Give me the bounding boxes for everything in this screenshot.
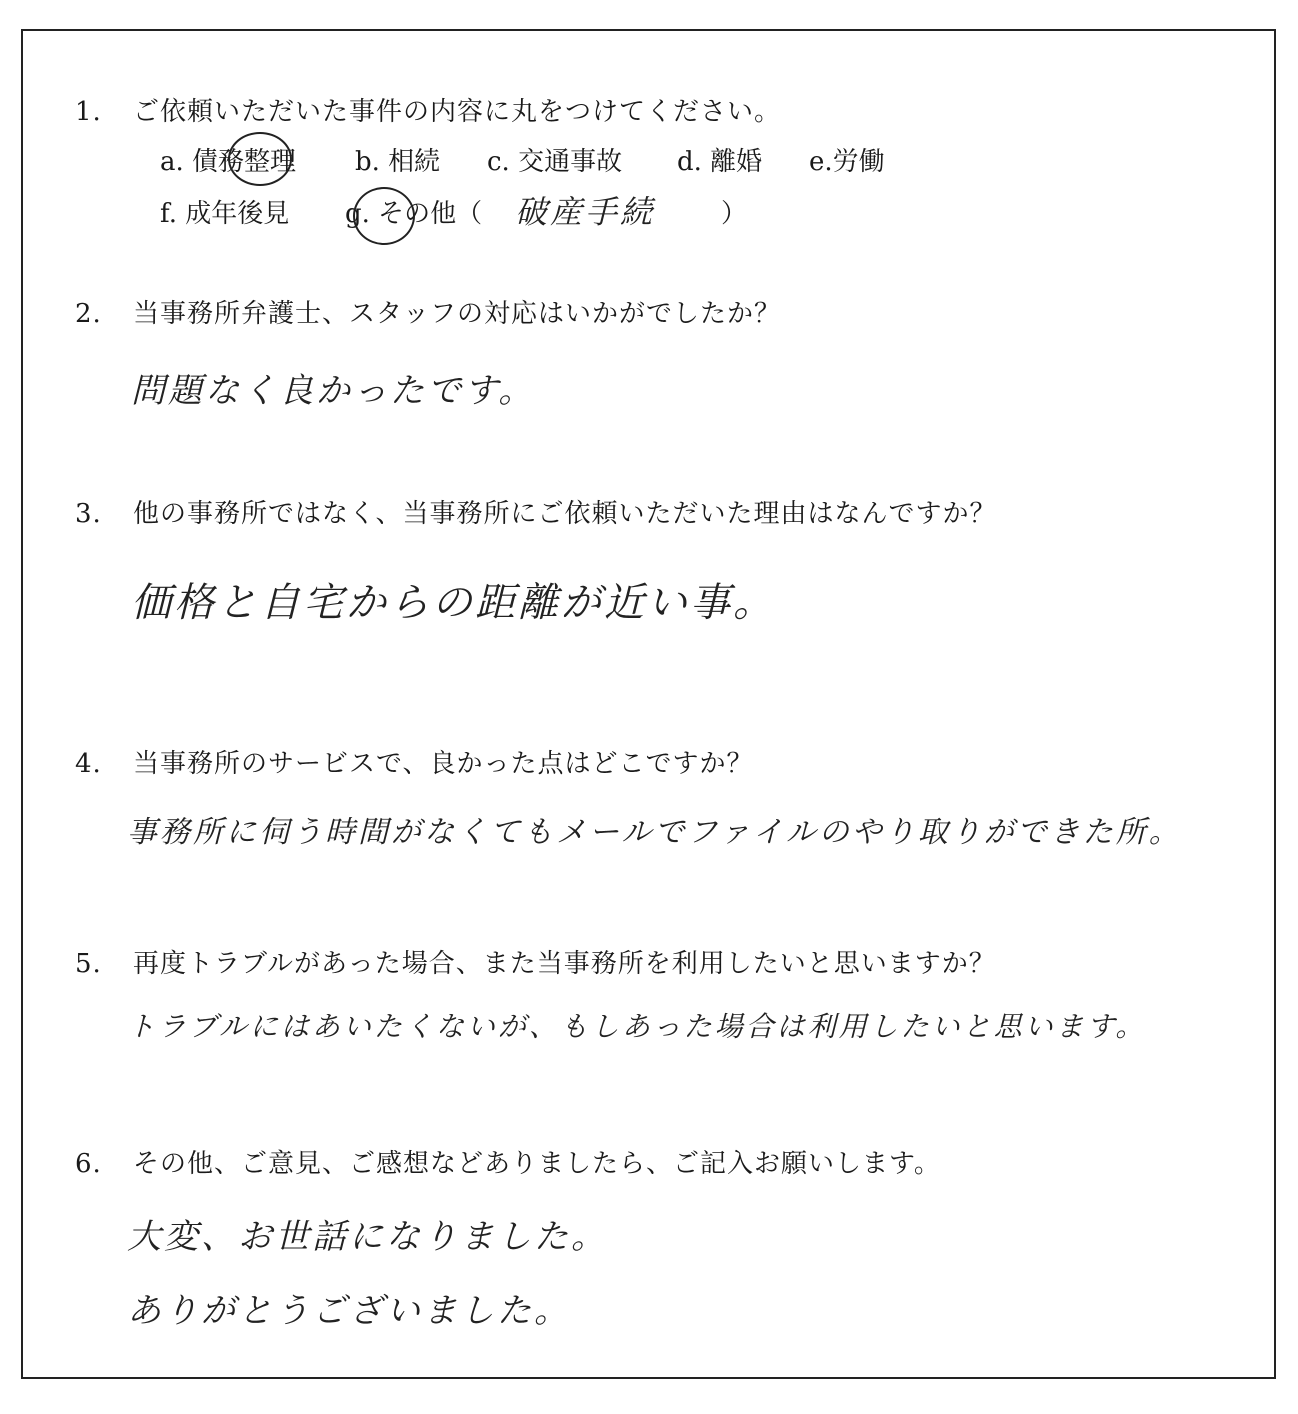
answer-3-handwritten: 価格と自宅からの距離が近い事。 [131, 580, 776, 626]
question-number: 1. [75, 97, 102, 127]
other-answer-handwritten: 破産手続 [515, 193, 656, 231]
question-number: 5. [75, 949, 102, 979]
question-1 [75, 91, 781, 128]
answer-5-handwritten: トラブルにはあいたくないが、もしあった場合は利用したいと思います。 [127, 1010, 1147, 1043]
question-text: 当事務所のサービスで、良かった点はどこですか？ [133, 749, 754, 779]
option-a[interactable]: a. 債務整理 [160, 147, 297, 177]
selection-circle-g [353, 187, 415, 245]
selection-circle-a [228, 132, 292, 186]
option-f[interactable]: f. 成年後見 [160, 199, 290, 229]
question-text: 再度トラブルがあった場合、また当事務所を利用したいと思いますか？ [133, 949, 996, 979]
question-6 [75, 1143, 941, 1180]
question-text: 他の事務所ではなく、当事務所にご依頼いただいた理由はなんですか？ [133, 499, 997, 529]
question-text: ご依頼いただいた事件の内容に丸をつけてください。 [133, 97, 782, 127]
answer-2-handwritten: 問題なく良かったです。 [131, 371, 536, 411]
option-e[interactable]: e.労働 [809, 147, 885, 177]
questionnaire-sheet [21, 29, 1276, 1379]
option-b[interactable]: b. 相続 [355, 147, 441, 177]
question-4 [75, 743, 753, 780]
answer-4-handwritten: 事務所に伺う時間がなくてもメールでファイルのやり取りができた所。 [127, 815, 1182, 850]
answer-6-line-2-handwritten: ありがとうございました。 [127, 1291, 571, 1331]
question-2 [75, 293, 781, 330]
answer-6-line-1-handwritten: 大変、お世話になりました。 [127, 1217, 608, 1257]
question-number: 6. [75, 1149, 102, 1179]
question-text: その他、ご意見、ご感想などありましたら、ご記入お願いします。 [133, 1149, 941, 1179]
option-g-close-paren: ） [721, 199, 748, 229]
question-3 [75, 493, 996, 530]
question-text: 当事務所弁護士、スタッフの対応はいかがでしたか？ [133, 299, 782, 329]
option-d[interactable]: d. 離婚 [677, 147, 763, 177]
question-number: 4. [75, 749, 102, 779]
question-number: 3. [75, 499, 102, 529]
question-number: 2. [75, 299, 102, 329]
question-5 [75, 943, 996, 980]
option-c[interactable]: c. 交通事故 [487, 147, 623, 177]
option-g[interactable]: g. その他（ [345, 199, 483, 229]
